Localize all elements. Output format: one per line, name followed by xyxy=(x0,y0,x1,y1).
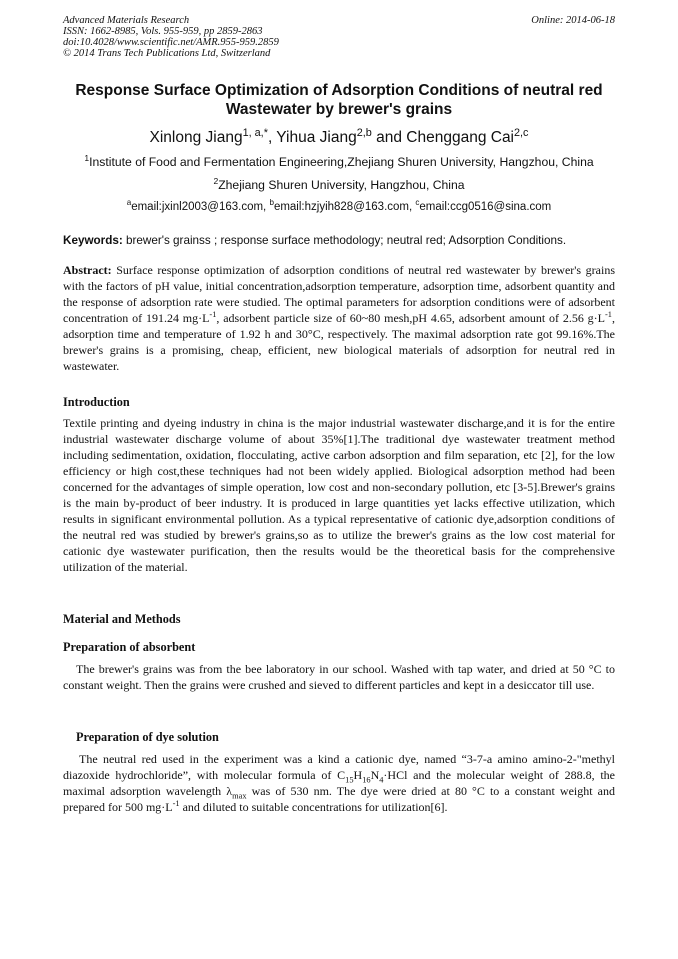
author-emails: $^a$email:jxinl2003@163.com, $^b$email:hzjyih828@163.com, $^c$email:ccg0516@sina.com xyxy=(126,198,552,213)
abstract-label: Abstract: xyxy=(63,263,112,277)
methods-heading: Material and Methods xyxy=(63,612,181,626)
email-b: email:hzjyih828@163.com, xyxy=(273,201,416,213)
keywords xyxy=(63,234,615,248)
journal-name: Advanced Materials Research xyxy=(63,15,190,26)
doi-line: doi:10.4028/www.scientific.net/AMR.955-959.2859 xyxy=(63,37,279,48)
author-3: Chenggang Cai xyxy=(406,129,515,146)
introduction-text: Textile printing and dyeing industry in china is the major industrial wastewater discharge,and it is for the entire industrial wastewater discharge volume of about 35%[1].The traditional dye wastewater treatment method including sedimentation, oxidation, flocculating, active carbon adsorption and film separation, etc [2], for the low efficiency or high cost,these techniques had not been widely applied. Biological adsorption method had been concerned for the advantages of simple operation, low cost and non-secondary pollution, etc [3-5].Brewer's grains is the main by-product of beer industry. It is produced in large quantities yet lacks effective utilization, which results in significant environmental pollution. As a typical representative of cationic dye,adsorption conditions of the neutral red was studied by brewer's grains,so as to utilize the brewer's grains as the low cost material for cationic dye wastewater purification, then the results would be the theoretical basis for the comprehensive utilization of the material. xyxy=(63,416,615,574)
title-line-1: Response Surface Optimization of Adsorption Conditions of neutral red xyxy=(75,82,603,99)
title-line-2: Wastewater by brewer's grains xyxy=(225,101,453,118)
dye-solution-text: The neutral red used in the experiment was a kind a cationic dye, named “3-7-a amino amino-2-"methyl diazoxide hydrochloride”, with molecular formula of $C_{15}H_{16}N_4\cdot HCl$ and the molecular weight of 288.8, the maximal adsorption wavelength $\lambda_{max}$ was of 530 nm. The dye were dried at 80 °C to a constant weight and prepared for 500 $mg\cdot L^{-1}$ and diluted to suitable concentrations for utilization[6]. xyxy=(63,752,616,814)
author-1-affil: 1, a,* xyxy=(242,126,268,139)
paper-title xyxy=(63,81,615,119)
author-2-affil: 2,b xyxy=(356,126,372,139)
abstract: Abstract: Surface response optimization of adsorption conditions of neutral red wastewater by brewer's grains with the factors of pH value, initial concentration,adsorption temperature, adsorption time, adsorbent quantity and the response of adsorption rate were studied. The optimal parameters for adsorption conditions were of adsorbent concentration of 191.24 $mg\cdot L^{-1}$, adsorbent particle size of 60~80 mesh,pH 4.65, adsorbent amount of 2.56 $g\cdot L^{-1}$, adsorption time and temperature of 1.92 h and 30°C, respectively. The maximal adsorption rate got 99.16%.The brewer's grains is a promising, cheap, efficient, new biological materials of adsorption for neutral red in wastewater. xyxy=(63,263,615,373)
absorbent-heading: Preparation of absorbent xyxy=(63,640,196,654)
online-date: Online: 2014-06-18 xyxy=(531,15,615,26)
copyright-line: © 2014 Trans Tech Publications Ltd, Switzerland xyxy=(63,48,271,59)
author-1: Xinlong Jiang xyxy=(149,129,243,146)
email-a: email:jxinl2003@163.com, xyxy=(131,201,270,213)
author-3-affil: 2,c xyxy=(514,126,529,139)
affiliation-1: $^1$Institute of Food and Fermentation Engineering,Zhejiang Shuren University, Hangzhou, China xyxy=(84,152,594,169)
keywords-text: brewer's grainss ; response surface methodology; neutral red; Adsorption Conditions. xyxy=(122,234,567,247)
author-2: Yihua Jiang xyxy=(276,129,357,146)
introduction-heading: Introduction xyxy=(63,395,130,409)
email-c: email:ccg0516@sina.com xyxy=(419,201,552,213)
journal-header xyxy=(63,15,615,59)
dye-solution-heading: Preparation of dye solution xyxy=(76,730,219,744)
keywords-label: Keywords: xyxy=(63,234,123,247)
affiliation-2: $^2$Zhejiang Shuren University, Hangzhou, China xyxy=(213,175,465,192)
author-separator-and: and xyxy=(371,129,407,146)
issn-line: ISSN: 1662-8985, Vols. 955-959, pp 2859-2863 xyxy=(63,26,263,37)
author-list xyxy=(63,128,615,148)
absorbent-text: The brewer's grains was from the bee laboratory in our school. Washed with tap water, and dried at 50 °C to constant weight. Then the grains were crushed and sieved to different particles and kept in a desiccator till use. xyxy=(63,662,615,692)
author-separator: , xyxy=(267,129,277,146)
